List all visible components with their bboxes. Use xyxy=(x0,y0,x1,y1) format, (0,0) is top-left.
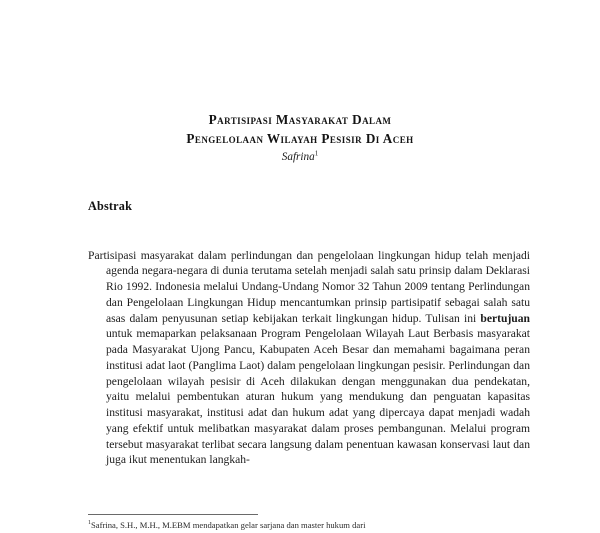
document-title-line-2: Pengelolaan Wilayah Pesisir Di Aceh xyxy=(186,131,414,146)
footnote-marker: 1 xyxy=(88,520,91,527)
abstract-heading: Abstrak xyxy=(88,199,133,213)
abstract-text-part-1: Partisipasi masyarakat dalam perlindungan dan pengelolaan lingkungan hidup telah menjadi agenda negara-negara di dunia terutama setelah menjadi salah satu prinsip dalam Deklarasi Rio 1992. Indonesia melalui Undang-Undang Nomor 32 Tahun 2009 tentang Perlindungan dan Pengelolaan Lingkungan Hidup mencantumkan prinsip partisipatif sebagai salah satu asas dalam penyusunan setiap kebijakan terkait lingkungan hidup. Tulisan ini xyxy=(88,248,530,325)
title-block xyxy=(88,110,512,165)
abstract-body xyxy=(88,248,530,469)
author-name: Safrina xyxy=(281,151,315,163)
author-footnote-marker: 1 xyxy=(314,149,319,158)
author-byline xyxy=(88,150,512,165)
abstract-emphasis: bertujuan xyxy=(480,311,530,325)
footnote-separator-rule xyxy=(88,514,258,515)
abstract-text-part-2: untuk memaparkan pelaksanaan Program Pengelolaan Wilayah Laut Berbasis masyarakat pada Masyarakat Ujong Pancu, Kabupaten Aceh Besar dan memahami bagaimana peran institusi adat laot (Panglima Laot) dalam pengelolaan lingkungan pesisir. Perlindungan dan pengelolaan wilayah pesisir di Aceh dilakukan dengan menggunakan dua pendekatan, yaitu melalui pembentukan aturan hukum yang mendukung dan penguatan kapasitas institusi masyarakat, institusi adat dan hukum adat yang dipercaya dapat menjadi wadah yang efektif untuk melibatkan masyarakat dalam proses pembangunan. Melalui program tersebut masyarakat terlibat secara langsung dalam penentuan kawasan konservasi laut dan juga ikut menentukan langkah- xyxy=(106,327,530,467)
document-title-line-1: Partisipasi Masyarakat Dalam xyxy=(208,112,392,127)
footnote-text: Safrina, S.H., M.H., M.EBM mendapatkan gelar sarjana dan master hukum dari xyxy=(91,520,366,530)
footnote-entry xyxy=(88,520,512,531)
